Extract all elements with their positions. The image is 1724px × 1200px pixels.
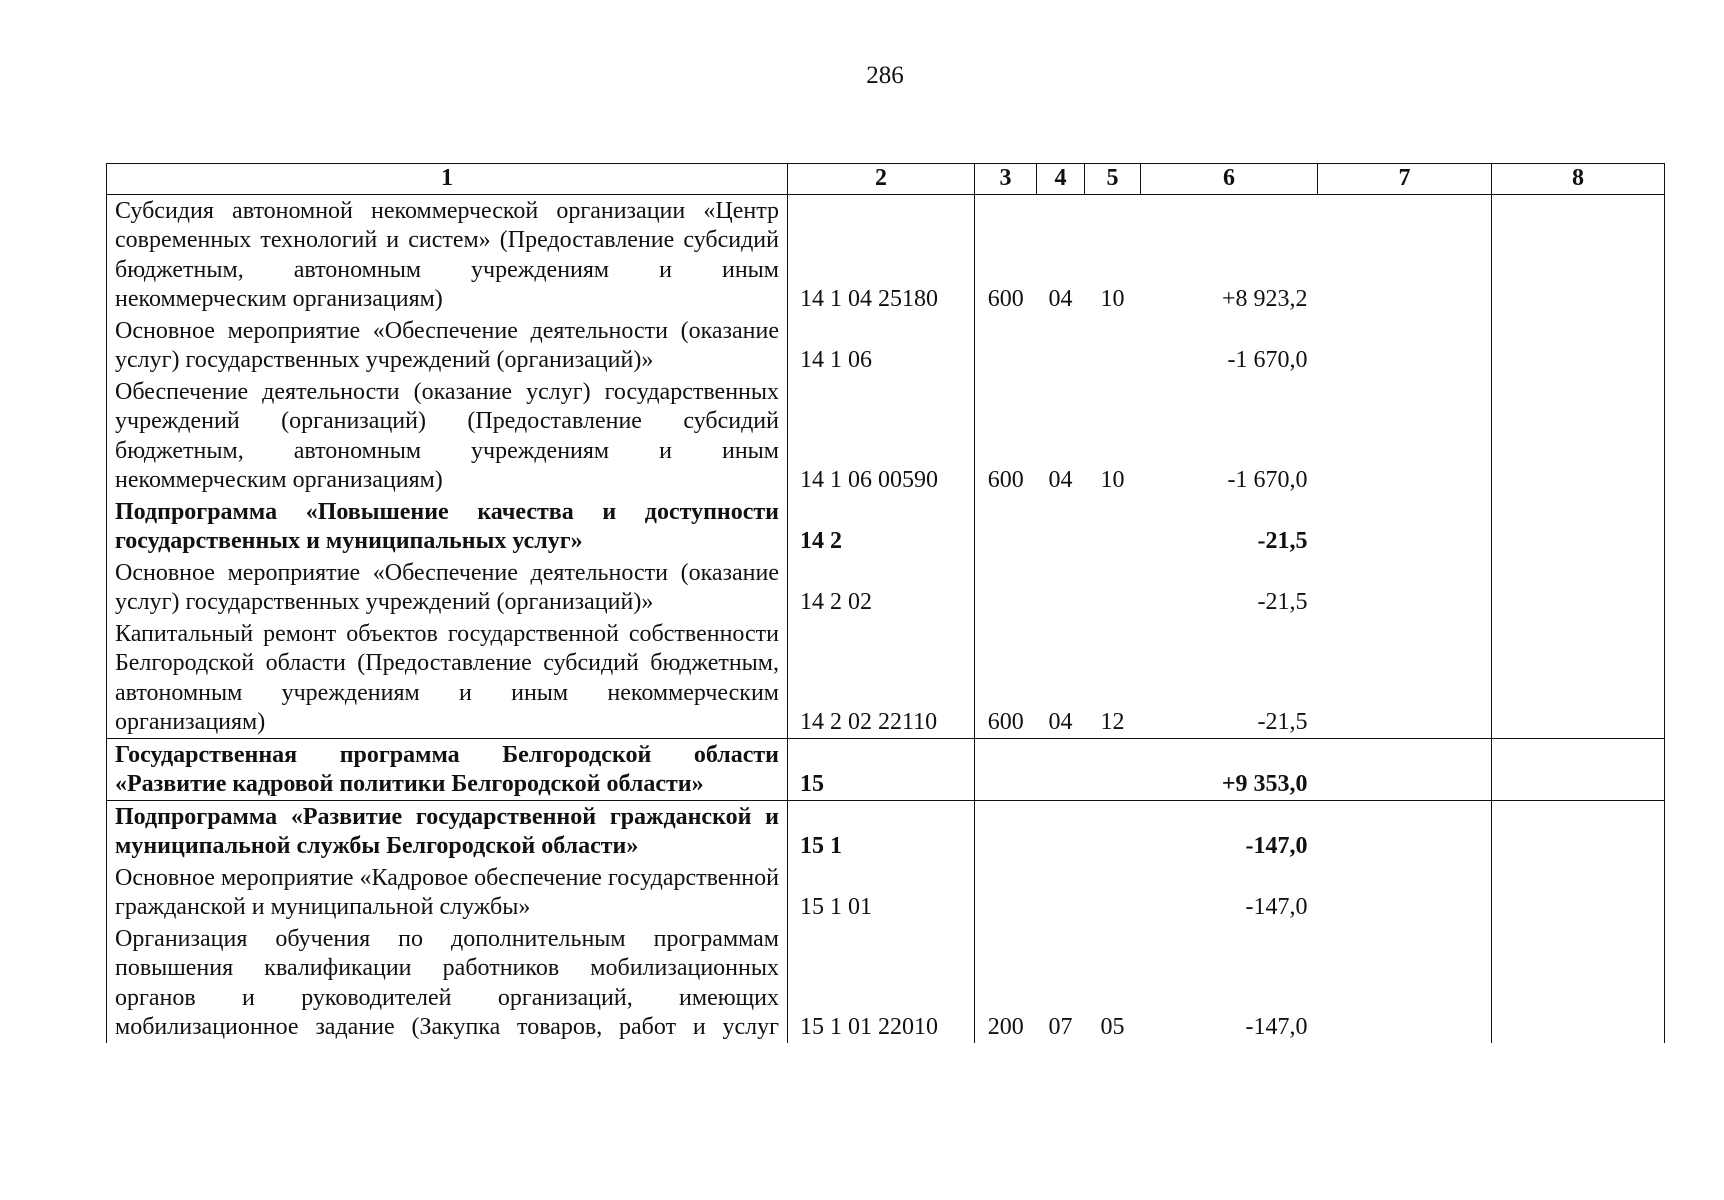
row-col8 <box>1492 496 1665 557</box>
row-code: 15 1 <box>788 800 975 862</box>
row-sum: -147,0 <box>1141 800 1318 862</box>
row-col8 <box>1492 862 1665 923</box>
row-description: Подпрограмма «Повышение качества и доступности государственных и муниципальных услуг» <box>107 496 788 557</box>
row-sum: +8 923,2 <box>1221 286 1308 312</box>
row-col3 <box>975 862 1037 923</box>
row-col8 <box>1492 618 1665 739</box>
row-sum: -21,5 <box>1257 528 1308 554</box>
row-col5 <box>1085 557 1141 618</box>
row-col4: 07 <box>1048 1014 1073 1040</box>
row-col8 <box>1492 315 1665 376</box>
table-row <box>107 923 1665 1043</box>
column-header-4: 4 <box>1037 164 1085 195</box>
row-description: Организация обучения по дополнительным программам повышения квалификации работников мобилизационных органов и руководителей организаций, имеющих мобилизационное задание (Закупка товаров, работ и услуг <box>107 923 788 1043</box>
column-header-8: 8 <box>1492 164 1665 195</box>
row-description: Государственная программа Белгородской области «Развитие кадровой политики Белгородской области» <box>107 738 788 800</box>
row-col4 <box>1037 738 1085 800</box>
row-code: 14 2 02 22110 <box>788 618 975 739</box>
row-col5: 05 <box>1100 1014 1125 1040</box>
budget-table <box>106 163 1665 1043</box>
row-col8 <box>1492 923 1665 1043</box>
column-header-1: 1 <box>107 164 788 195</box>
row-description: Подпрограмма «Развитие государственной гражданской и муниципальной службы Белгородской области» <box>107 800 788 862</box>
row-col4 <box>1037 557 1085 618</box>
row-sum: -147,0 <box>1245 1014 1308 1040</box>
table-row <box>107 315 1665 376</box>
row-col8 <box>1492 738 1665 800</box>
row-description: Обеспечение деятельности (оказание услуг) государственных учреждений (организаций) (Предоставление субсидий бюджетным, автономным учреждениям и иным некоммерческим организациям) <box>107 376 788 496</box>
row-code: 14 2 02 <box>788 557 975 618</box>
table-row <box>107 618 1665 739</box>
row-col5 <box>1085 496 1141 557</box>
column-header-6: 6 <box>1141 164 1318 195</box>
page-number: 286 <box>866 62 904 89</box>
row-col3: 600 <box>975 376 1037 496</box>
row-sum: -1 670,0 <box>1227 347 1308 373</box>
row-code: 14 1 04 25180 <box>788 194 975 315</box>
row-col3: 200 <box>975 923 1037 1043</box>
row-description: Основное мероприятие «Обеспечение деятельности (оказание услуг) государственных учреждений (организаций)» <box>107 557 788 618</box>
row-col5: 10 <box>1100 286 1125 312</box>
row-code: 15 1 01 22010 <box>788 923 975 1043</box>
column-header-5: 5 <box>1085 164 1141 195</box>
row-col7 <box>1318 496 1492 557</box>
row-col5 <box>1085 862 1141 923</box>
row-col4 <box>1037 862 1085 923</box>
row-col3 <box>975 738 1037 800</box>
row-code: 15 1 01 <box>788 862 975 923</box>
row-description: Субсидия автономной некоммерческой организации «Центр современных технологий и систем» (Предоставление субсидий бюджетным, автономным учреждениям и иным некоммерческим организациям) <box>107 194 788 315</box>
row-col3: 600 <box>975 618 1037 739</box>
table-row <box>107 738 1665 800</box>
row-col8 <box>1492 800 1665 862</box>
row-col3 <box>975 315 1037 376</box>
row-col7 <box>1318 315 1492 376</box>
row-col4 <box>1037 315 1085 376</box>
row-col7 <box>1318 194 1492 315</box>
table-row <box>107 496 1665 557</box>
row-col7 <box>1318 376 1492 496</box>
row-col3 <box>975 800 1037 862</box>
row-col5 <box>1085 800 1141 862</box>
row-sum: +9 353,0 <box>1141 738 1318 800</box>
column-header-2: 2 <box>788 164 975 195</box>
row-description: Основное мероприятие «Обеспечение деятельности (оказание услуг) государственных учреждений (организаций)» <box>107 315 788 376</box>
row-code: 14 1 06 <box>788 315 975 376</box>
row-col3 <box>975 496 1037 557</box>
row-col7 <box>1318 862 1492 923</box>
table-row <box>107 376 1665 496</box>
table-row <box>107 557 1665 618</box>
row-col4: 04 <box>1048 286 1073 312</box>
row-col7 <box>1318 738 1492 800</box>
row-col7 <box>1318 618 1492 739</box>
row-col4 <box>1037 800 1085 862</box>
row-col3: 600 <box>975 194 1037 315</box>
column-header-3: 3 <box>975 164 1037 195</box>
row-col8 <box>1492 557 1665 618</box>
row-code: 14 1 06 00590 <box>788 376 975 496</box>
row-col7 <box>1318 800 1492 862</box>
row-col4 <box>1037 496 1085 557</box>
row-col5: 10 <box>1100 467 1125 493</box>
row-col4: 04 <box>1048 467 1073 493</box>
row-col5 <box>1085 315 1141 376</box>
column-header-7: 7 <box>1318 164 1492 195</box>
row-col3 <box>975 557 1037 618</box>
row-col7 <box>1318 557 1492 618</box>
table-row <box>107 194 1665 315</box>
row-col5: 12 <box>1100 709 1125 735</box>
table-body <box>107 194 1665 1043</box>
table-row <box>107 800 1665 862</box>
header-row <box>107 164 1665 195</box>
row-col8 <box>1492 376 1665 496</box>
table-row <box>107 862 1665 923</box>
row-description: Основное мероприятие «Кадровое обеспечение государственной гражданской и муниципальной службы» <box>107 862 788 923</box>
row-sum: -147,0 <box>1245 894 1308 920</box>
row-sum: -21,5 <box>1257 589 1308 615</box>
row-description: Капитальный ремонт объектов государственной собственности Белгородской области (Предоставление субсидий бюджетным, автономным учреждениям и иным некоммерческим организациям) <box>107 618 788 739</box>
row-code: 15 <box>788 738 975 800</box>
row-sum: -21,5 <box>1257 709 1308 735</box>
row-col7 <box>1318 923 1492 1043</box>
row-col8 <box>1492 194 1665 315</box>
row-col5 <box>1085 738 1141 800</box>
row-col4: 04 <box>1048 709 1073 735</box>
row-sum: -1 670,0 <box>1227 467 1308 493</box>
row-code: 14 2 <box>788 496 975 557</box>
